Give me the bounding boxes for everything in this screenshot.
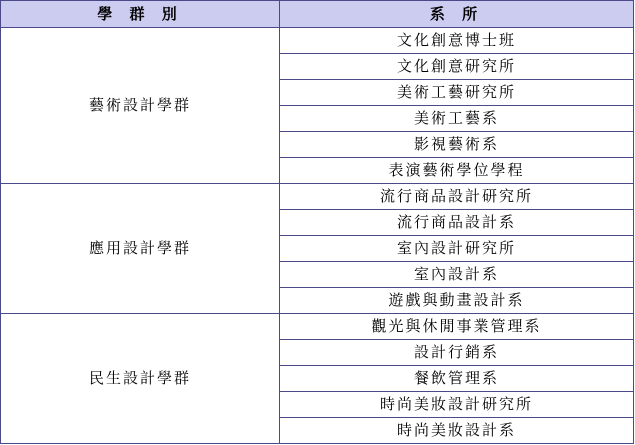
- department-cell: 影視藝術系: [280, 132, 634, 158]
- group-name-cell: 應用設計學群: [1, 184, 280, 314]
- department-cell: 美術工藝系: [280, 106, 634, 132]
- department-cell: 流行商品設計系: [280, 210, 634, 236]
- department-cell: 時尚美妝設計研究所: [280, 392, 634, 418]
- department-cell: 表演藝術學位學程: [280, 158, 634, 184]
- department-cell: 設計行銷系: [280, 340, 634, 366]
- department-cell: 文化創意研究所: [280, 54, 634, 80]
- department-cell: 遊戲與動畫設計系: [280, 288, 634, 314]
- department-cell: 流行商品設計研究所: [280, 184, 634, 210]
- department-cell: 室內設計系: [280, 262, 634, 288]
- table-row: [1, 28, 634, 54]
- column-header-department: 系 所: [280, 1, 634, 28]
- department-cell: 餐飲管理系: [280, 366, 634, 392]
- department-cell: 時尚美妝設計系: [280, 418, 634, 444]
- department-cell: 文化創意博士班: [280, 28, 634, 54]
- table-row: [1, 314, 634, 340]
- department-cell: 觀光與休閒事業管理系: [280, 314, 634, 340]
- group-name-cell: 藝術設計學群: [1, 28, 280, 184]
- group-name-cell: 民生設計學群: [1, 314, 280, 444]
- department-cell: 室內設計研究所: [280, 236, 634, 262]
- table-header-row: [1, 1, 634, 28]
- column-header-group: 學 群 別: [1, 1, 280, 28]
- table-row: [1, 184, 634, 210]
- department-cell: 美術工藝研究所: [280, 80, 634, 106]
